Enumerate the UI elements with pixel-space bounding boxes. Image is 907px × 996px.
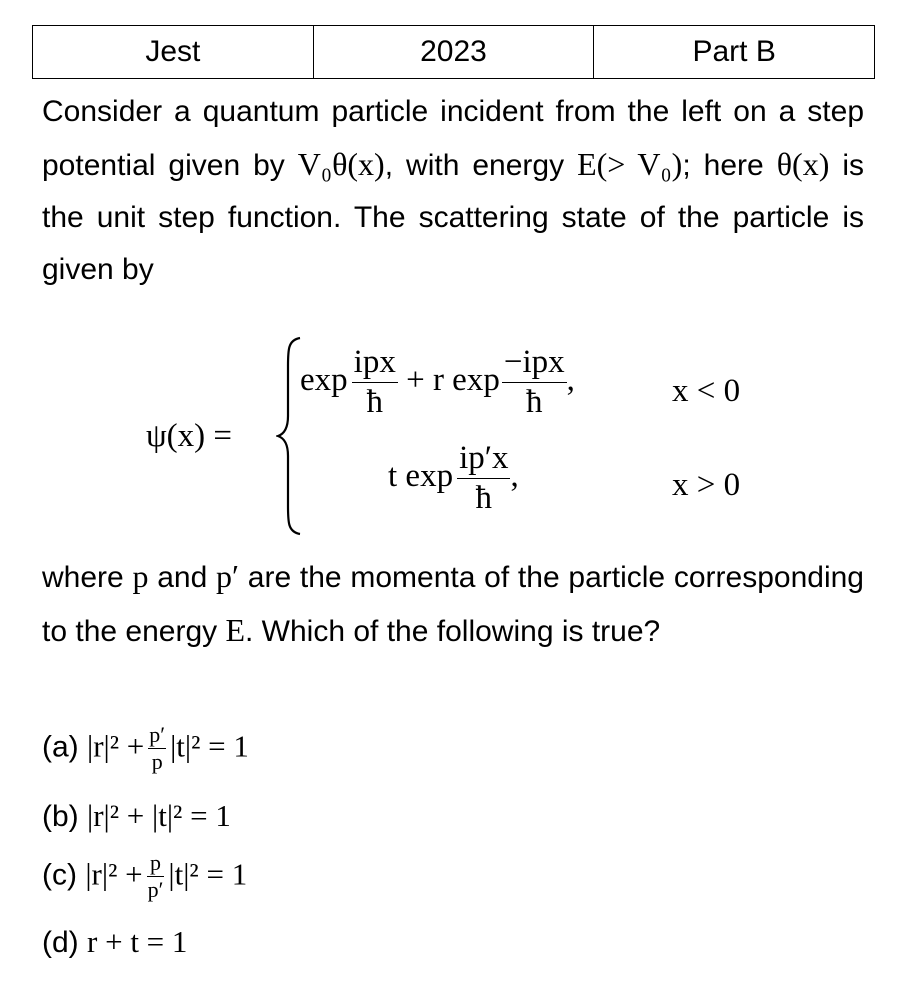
case-2-condition: x > 0 — [672, 467, 741, 503]
header-exam: Jest — [33, 26, 314, 79]
p-symbol: p — [132, 558, 149, 594]
pprime-symbol: p′ — [216, 558, 240, 594]
option-a: (a) |r|² + $\frac{p'}{p}$ |t|² = 1 — [42, 722, 249, 774]
option-d: (d) r + t = 1 — [42, 924, 188, 959]
header-part: Part B — [594, 26, 875, 79]
energy-condition: E(> V₀) — [577, 146, 683, 182]
case-1: exp $\frac{\text{ipx}}{ħ}$ + r exp $\frac{\text{−ipx}}{ħ}$ , — [300, 344, 575, 420]
case-2: t exp $\frac{ip'x}{ħ}$ , — [388, 440, 519, 516]
case-1-condition: x < 0 — [672, 373, 741, 409]
E-symbol: E — [225, 612, 246, 648]
question-where: where p and p′ are the momenta of the particle corresponding to the energy E. Which of the following is true? — [42, 558, 864, 648]
question-intro: Consider a quantum particle incident from the left on a step potential given by V₀θ(x), with energy E(> V₀); here θ(x) is the unit step function. The scattering state of the particle is given by — [42, 95, 864, 286]
theta-expr: θ(x) — [776, 146, 830, 182]
option-c: (c) |r|² + $\frac{p}{p'}$ |t|² = 1 — [42, 850, 248, 902]
psi-lhs: ψ(x) = — [146, 418, 232, 454]
header-table — [32, 25, 875, 79]
option-b: (b) |r|² + |t|² = 1 — [42, 798, 231, 833]
potential-expr: V₀θ(x) — [297, 146, 385, 182]
header-year: 2023 — [313, 26, 594, 79]
